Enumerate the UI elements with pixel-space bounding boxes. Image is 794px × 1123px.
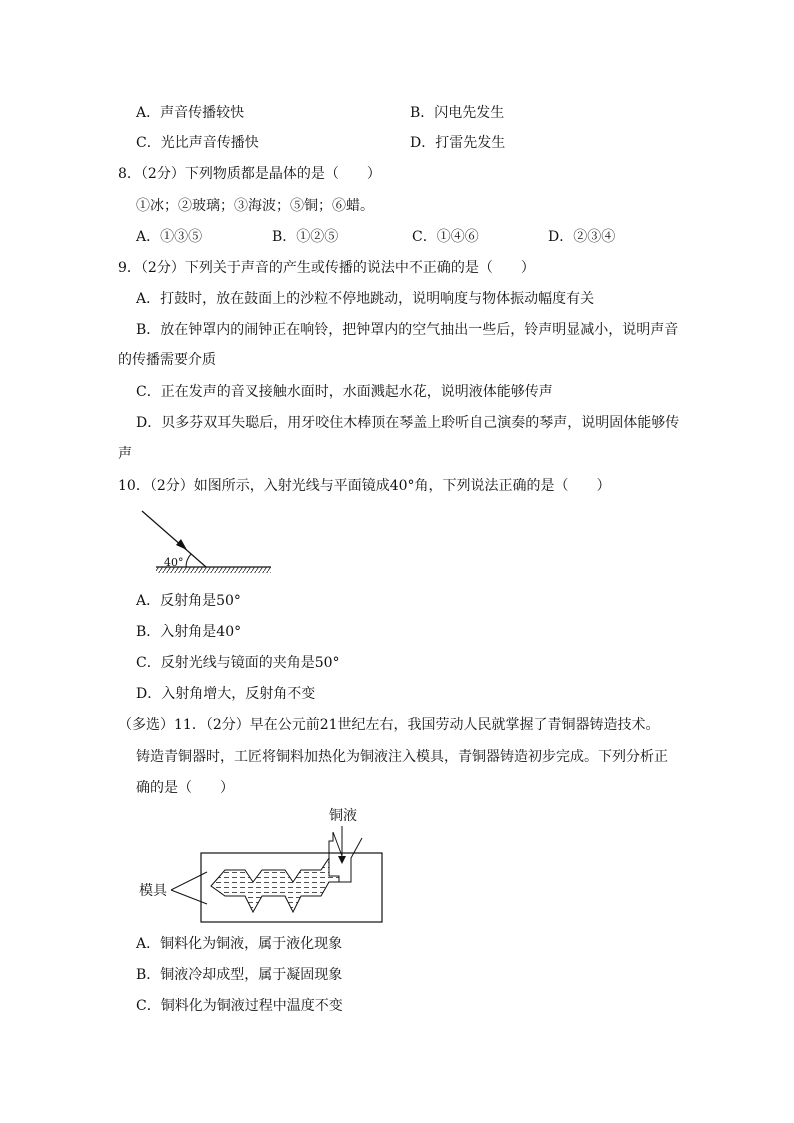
- angle-label: 40°: [164, 556, 184, 569]
- q11-option-b: B．铜液冷却成型，属于凝固现象: [136, 967, 343, 983]
- q9-option-b-line2: 的传播需要介质: [118, 352, 216, 368]
- q11-mold-figure: [135, 800, 410, 930]
- q7-option-a: A．声音传播较快: [136, 105, 245, 121]
- q7-option-b: B．闪电先发生: [410, 105, 505, 121]
- q9-option-d-line2: 声: [118, 446, 132, 462]
- q7-option-c: C．光比声音传播快: [136, 135, 259, 151]
- angle-arc: [186, 554, 191, 567]
- q11-stem-line1: （多选）11．（2分）早在公元前21世纪左右，我国劳动人民就掌握了青铜器铸造技术。: [118, 717, 660, 733]
- q10-option-c: C．反射光线与镜面的夹角是50°: [136, 655, 340, 671]
- q7-option-d: D．打雷先发生: [410, 135, 506, 151]
- q8-option-d: D．②③④: [548, 229, 616, 245]
- q9-option-b-line1: B．放在钟罩内的闹钟正在响铃，把钟罩内的空气抽出一些后，铃声明显减小，说明声音: [136, 322, 679, 338]
- q11-stem-line3: 确的是（ ）: [136, 780, 234, 796]
- q9-option-c: C．正在发声的音叉接触水面时，水面溅起水花，说明液体能够传声: [136, 384, 553, 400]
- q9-option-a: A．打鼓时，放在鼓面上的沙粒不停地跳动，说明响度与物体振动幅度有关: [136, 291, 595, 307]
- q9-stem: 9．（2分）下列关于声音的产生或传播的说法中不正确的是（ ）: [118, 260, 535, 276]
- q10-option-a: A．反射角是50°: [136, 593, 241, 609]
- q11-option-c: C．铜料化为铜液过程中温度不变: [136, 998, 343, 1014]
- q9-option-d-line1: D．贝多芬双耳失聪后，用牙咬住木棒顶在琴盖上聆听自己演奏的琴声，说明固体能够传: [136, 415, 680, 431]
- incident-ray-arrow-icon: [176, 539, 187, 550]
- q8-option-c: C．①④⑥: [412, 229, 479, 245]
- q10-stem: 10．（2分）如图所示，入射光线与平面镜成40°角，下列说法正确的是（ ）: [118, 478, 611, 494]
- q10-mirror-figure: [140, 505, 275, 577]
- q11-option-a: A．铜料化为铜液，属于液化现象: [136, 936, 343, 952]
- label-copper-liquid: 铜液: [329, 808, 357, 824]
- q10-option-d: D．入射角增大，反射角不变: [136, 686, 316, 702]
- q8-option-a: A．①③⑤: [136, 229, 203, 245]
- q10-option-b: B．入射角是40°: [136, 624, 242, 640]
- mold-cavity: [211, 858, 339, 912]
- q8-items: ①冰；②玻璃；③海波；⑤铜；⑥蜡。: [136, 198, 374, 214]
- label-mold: 模具: [139, 883, 167, 899]
- pour-arrow-icon: [338, 856, 346, 864]
- q8-stem: 8．（2分）下列物质都是晶体的是（ ）: [118, 166, 381, 182]
- q8-option-b: B．①②⑤: [272, 229, 339, 245]
- q11-stem-line2: 铸造青铜器时，工匠将铜料加热化为铜液注入模具，青铜器铸造初步完成。下列分析正: [136, 749, 668, 765]
